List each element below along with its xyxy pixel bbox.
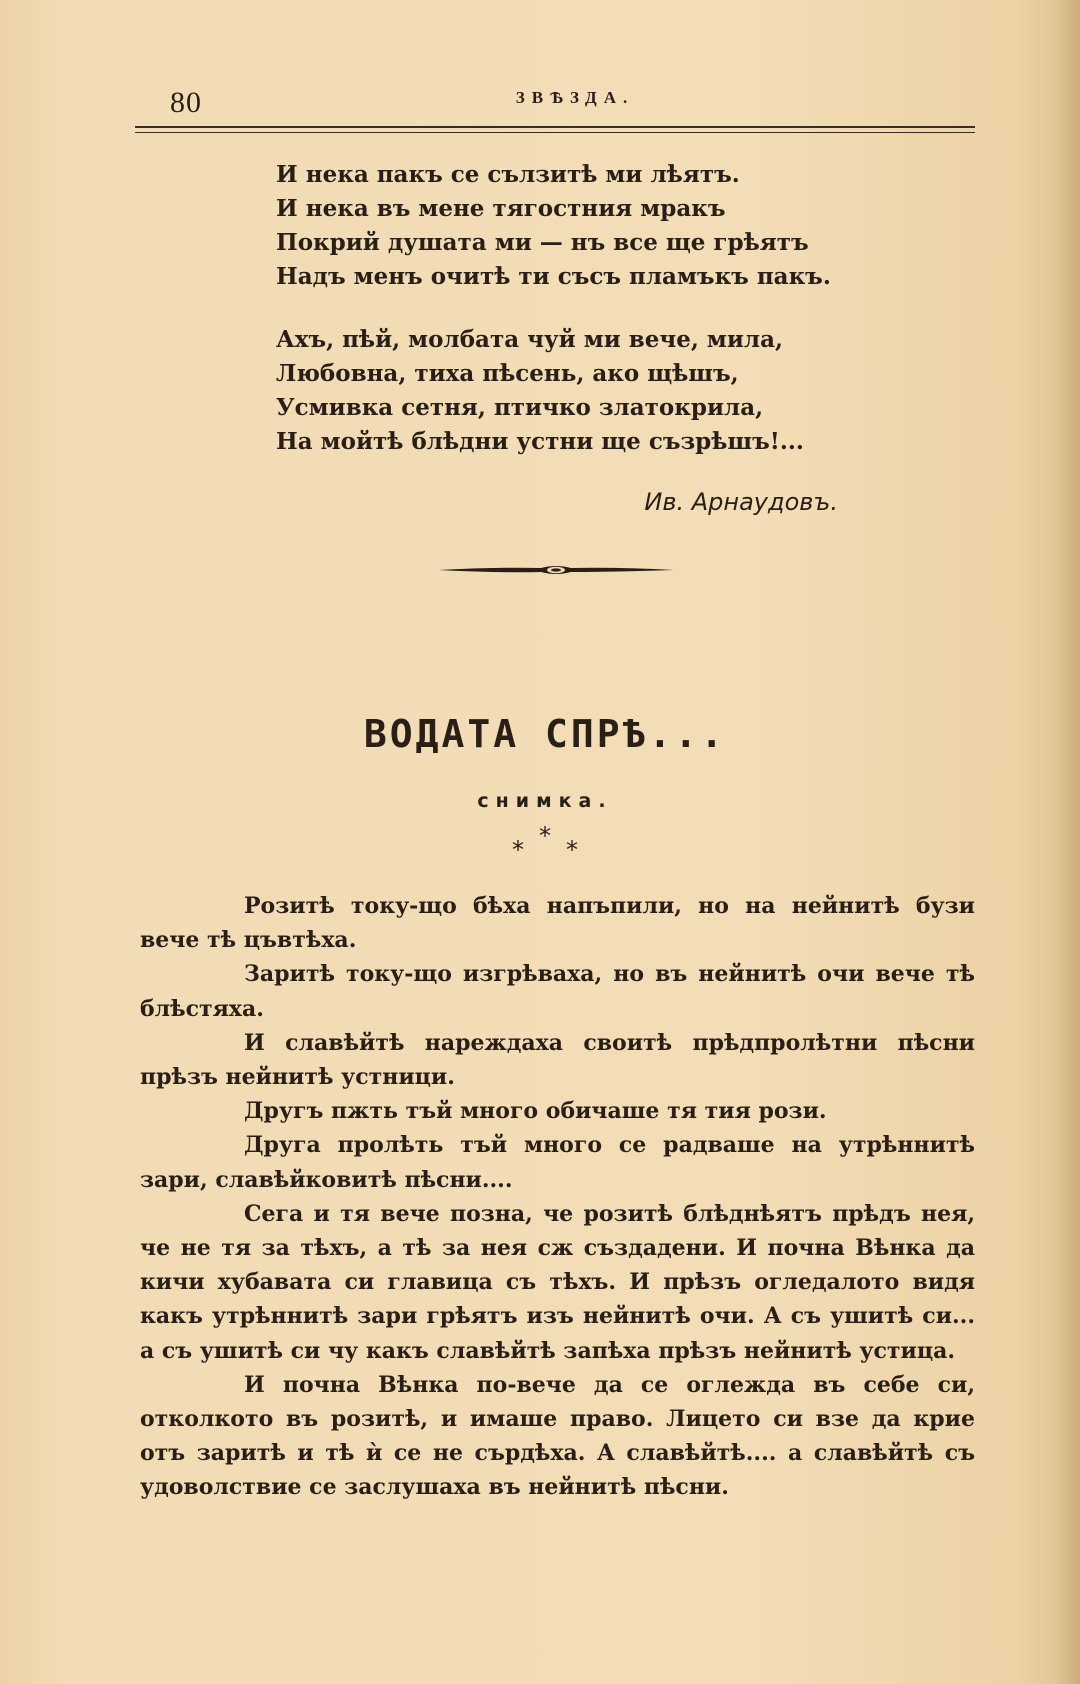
poem [276, 158, 856, 459]
poem-line: Покрий душата ми — нъ все ще грѣятъ [276, 229, 809, 256]
header-rule [135, 126, 975, 128]
poem-stanza [276, 323, 856, 459]
asterism-star: * [539, 822, 551, 850]
poem-line: На мойтѣ блѣдни устни ще съзрѣшъ!... [276, 428, 804, 455]
poem-author: Ив. Арнаудовъ. [644, 488, 838, 516]
poem-line: И нека въ мене тягостния мракъ [276, 195, 726, 222]
poem-line: Любовна, тиха пѣсень, ако щѣшъ, [276, 360, 739, 387]
asterism-star: * [512, 836, 524, 864]
story-paragraph: Другъ пжть тъй много обичаше тя тия рози. [244, 1098, 827, 1125]
story-paragraph: Сега и тя вече позна, че розитѣ блѣднѣятъ прѣдъ нея, че не тя за тѣхъ, а тѣ за нея сж създадени. И почна Вѣнка да кичи хубавата си главица съ тѣхъ. И прѣзъ огледалото видя какъ утрѣннитѣ зари грѣятъ изъ нейнитѣ очи. А съ ушитѣ си... а съ ушитѣ си чу какъ славѣйтѣ запѣха прѣзъ нейнитѣ устица. [140, 1200, 975, 1364]
poem-line: Усмивка сетня, птичко златокрила, [276, 394, 764, 421]
story-body [140, 889, 975, 1505]
asterism-star: * [566, 836, 578, 864]
poem-stanza [276, 158, 856, 294]
running-head: ЗВѢЗДА. [515, 88, 635, 107]
story-paragraph: Розитѣ току-що бѣха напъпили, но на нейнитѣ бузи вече тѣ цъвтѣха. [140, 893, 975, 954]
story-paragraph: И славѣйтѣ нареждаха своитѣ прѣдпролѣтни пѣсни прѣзъ нейнитѣ устници. [140, 1029, 975, 1091]
story-paragraph: И почна Вѣнка по-вече да се оглежда въ себе си, отколкото въ розитѣ, и имаше право. Лицето си взе да крие отъ заритѣ и тѣ ѝ се не сърдѣха. А славѣйтѣ.... а славѣйтѣ съ удоволствие се заслушаха въ нейнитѣ пѣсни. [140, 1371, 975, 1501]
poem-line: И нека пакъ се сълзитѣ ми лѣятъ. [276, 161, 740, 188]
story-paragraph: Заритѣ току-що изгрѣваха, но въ нейнитѣ очи вече тѣ блѣстяха. [140, 961, 975, 1022]
section-divider-ornament [436, 562, 676, 578]
poem-line: Надъ менъ очитѣ ти съсъ пламъкъ пакъ. [276, 263, 831, 290]
asterism [0, 822, 1080, 862]
story-title: ВОДАТА СПРѢ... [363, 712, 727, 756]
page-number: 80 [170, 86, 202, 119]
story-subtitle: снимка. [477, 790, 613, 812]
header-rule-thin [135, 132, 975, 133]
poem-line: Ахъ, пѣй, молбата чуй ми вече, мила, [276, 326, 784, 353]
story-paragraph: Друга пролѣть тъй много се радваше на утрѣннитѣ зари, славѣйковитѣ пѣсни.... [140, 1132, 975, 1193]
